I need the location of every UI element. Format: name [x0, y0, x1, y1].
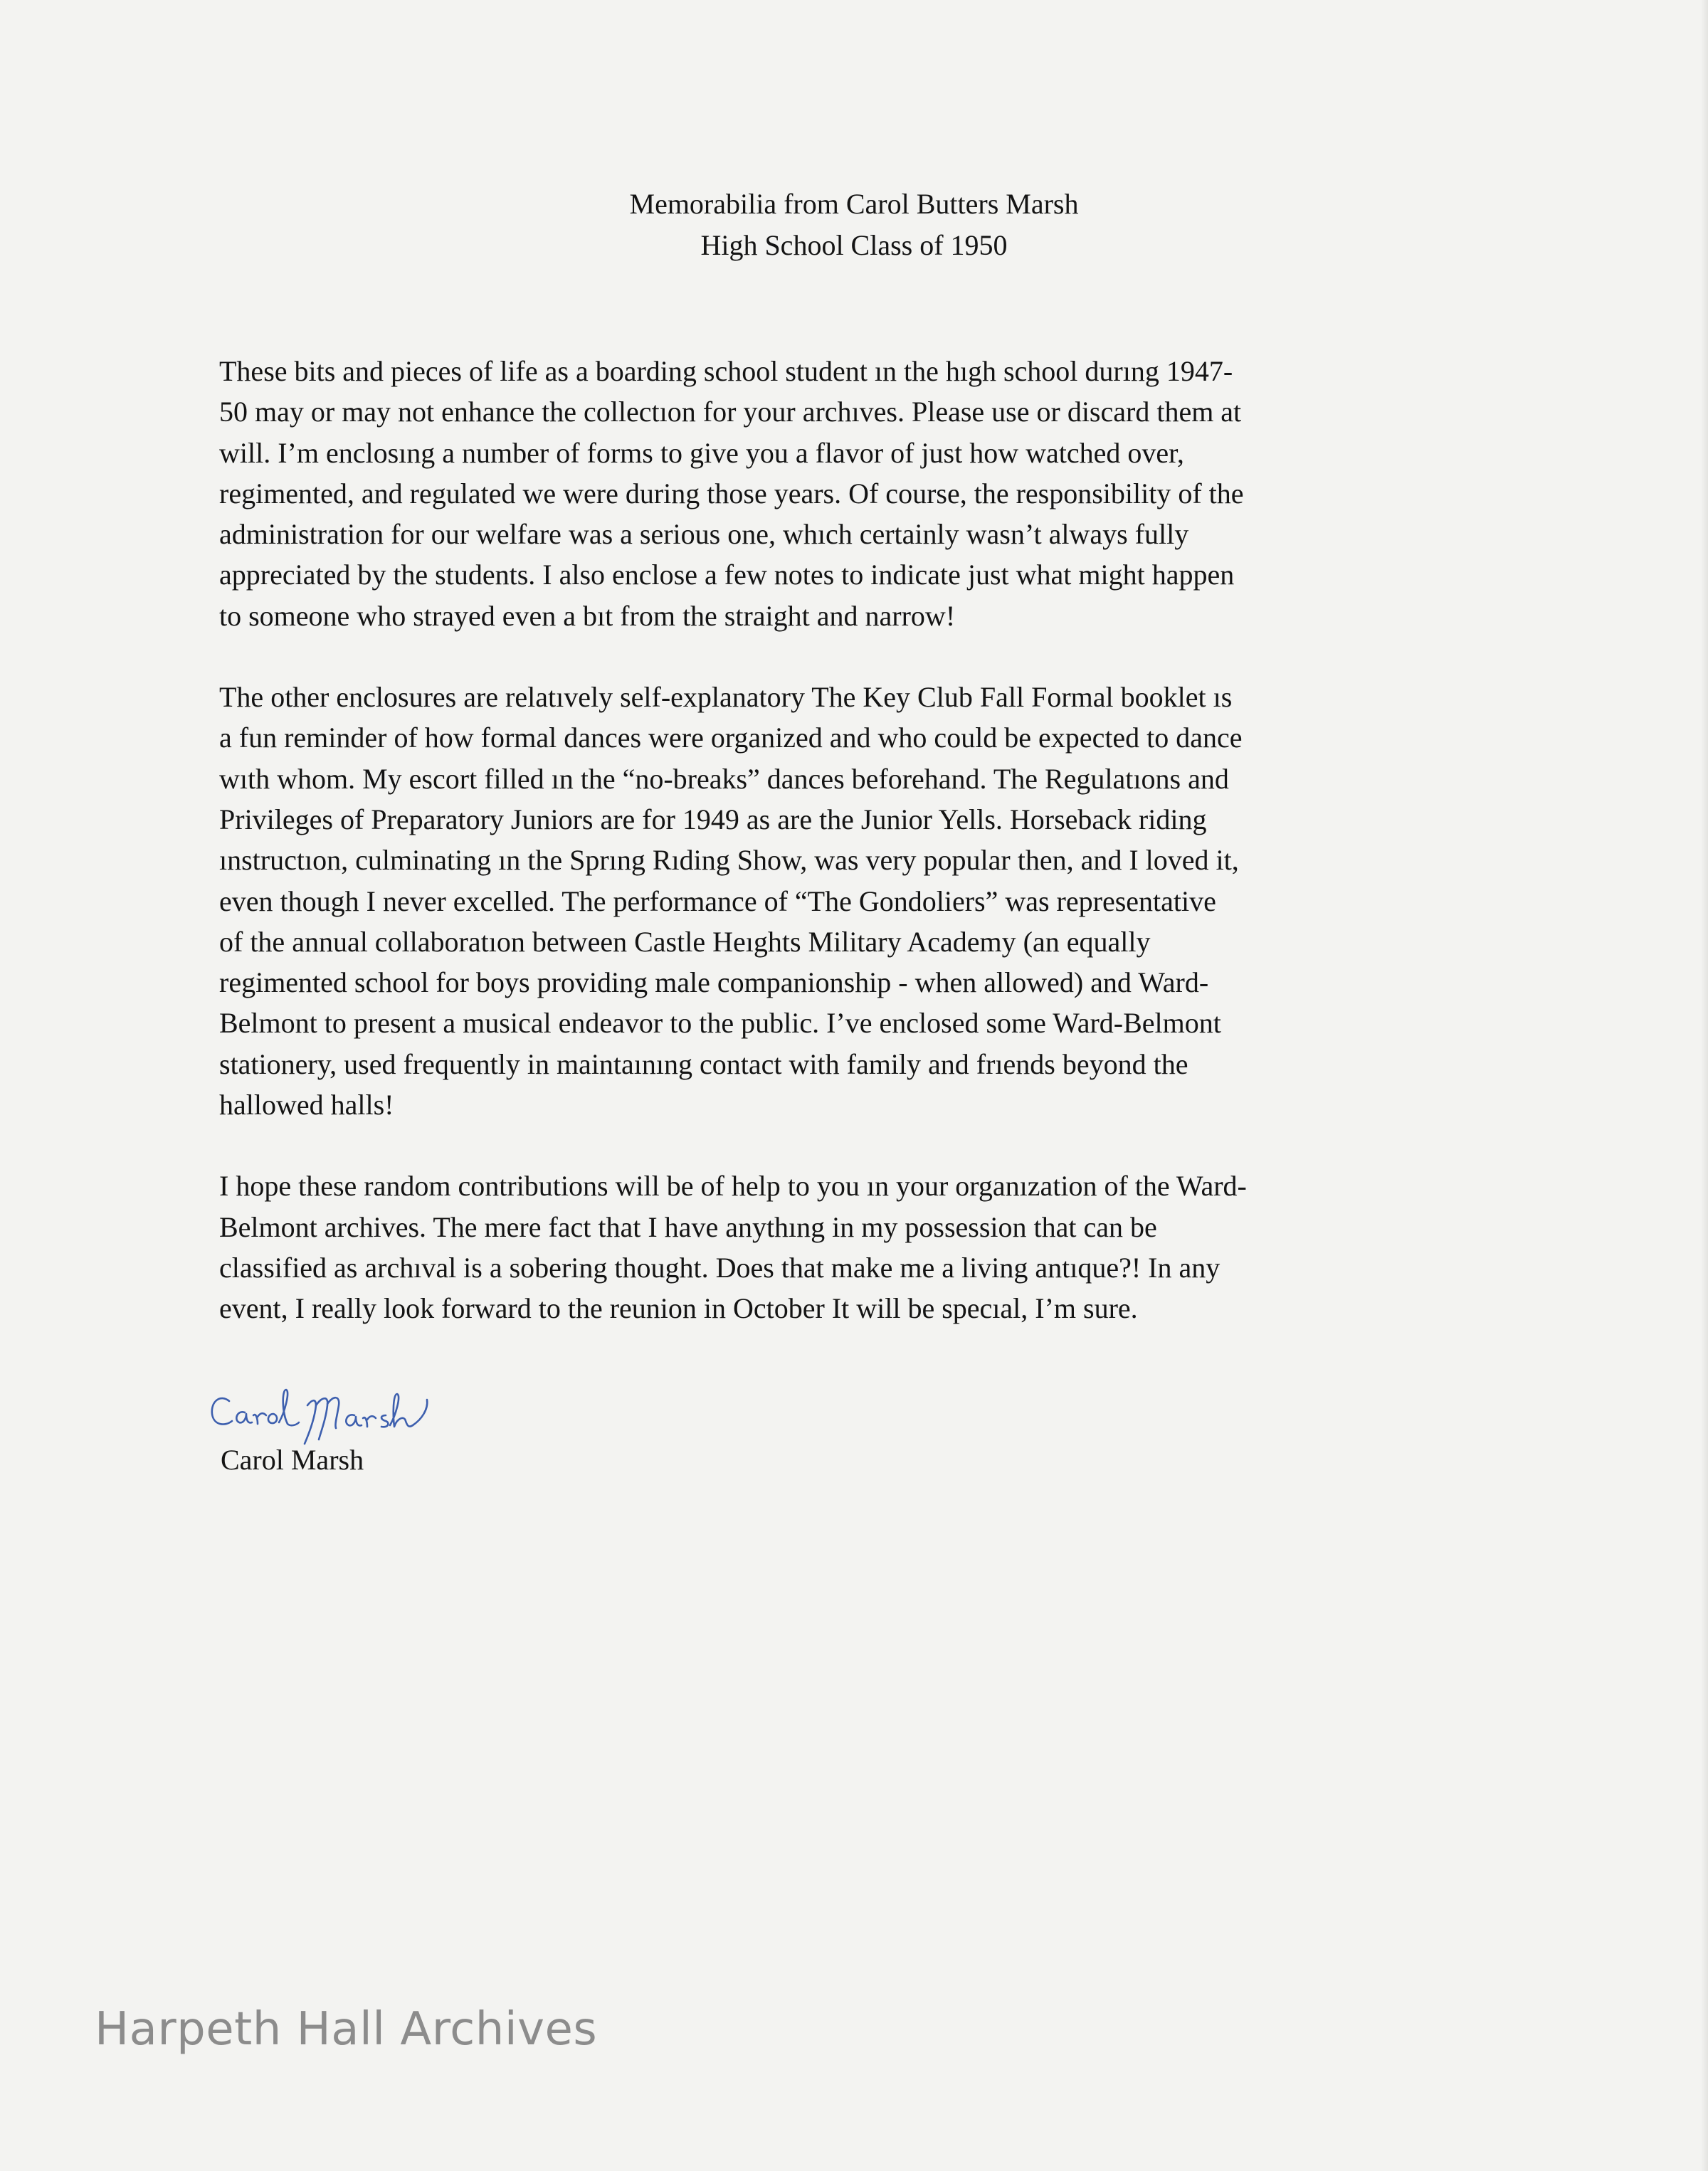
heading-title: Memorabilia from Carol Butters Marsh: [629, 188, 1079, 220]
text-line: a fun reminder of how formal dances were organized and who could be expected to dance: [219, 722, 1243, 754]
paragraph-1: [219, 351, 1500, 636]
text-line: These bits and pieces of life as a boarding school student ın the hıgh school durıng 1947-: [219, 355, 1233, 387]
letter-body: [219, 351, 1500, 1370]
paragraph-2: [219, 677, 1500, 1125]
text-line: to someone who strayed even a bıt from the straight and narrow!: [219, 599, 956, 632]
text-line: hallowed halls!: [219, 1089, 394, 1121]
page-edge-shadow: [1701, 0, 1708, 2171]
text-line: I hope these random contributions will be of help to you ın your organızation of the Ward-: [219, 1170, 1247, 1203]
text-line: Privileges of Preparatory Juniors are for 1949 as are the Junior Yells. Horseback riding: [219, 803, 1207, 835]
text-line: appreciated by the students. I also enclose a few notes to indicate just what might happen: [219, 559, 1235, 591]
text-line: even though I never excelled. The performance of “The Gondoliers” was representative: [219, 884, 1216, 917]
text-line: Belmont archives. The mere fact that I have anythıng in my possession that can be: [219, 1210, 1157, 1243]
text-line: stationery, used frequently in maintaınıng contact with family and frıends beyond the: [219, 1047, 1188, 1080]
document-heading: [0, 184, 1708, 266]
text-line: regimented school for boys providing male companionship - when allowed) and Ward-: [219, 966, 1209, 999]
text-line: classified as archıval is a sobering thought. Does that make me a living antıque?! In any: [219, 1251, 1221, 1284]
text-line: Belmont to present a musical endeavor to the public. I’ve enclosed some Ward-Belmont: [219, 1007, 1221, 1040]
text-line: administration for our welfare was a serious one, whıch certainly wasn’t always fully: [219, 518, 1189, 551]
text-line: The other enclosures are relatıvely self-explanatory The Key Club Fall Formal booklet ıs: [219, 681, 1233, 714]
text-line: regimented, and regulated we were during those years. Of course, the responsibility of the: [219, 477, 1244, 509]
text-line: wıth whom. My escort filled ın the “no-breaks” dances beforehand. The Regulatıons and: [219, 762, 1229, 795]
text-line: event, I really look forward to the reunion in October It will be specıal, I’m sure.: [219, 1292, 1138, 1325]
text-line: ınstructıon, culminating ın the Sprıng Rıding Show, was very popular then, and I loved it,: [219, 844, 1239, 877]
text-line: of the annual collaboratıon between Castle Heıghts Military Academy (an equally: [219, 925, 1151, 958]
text-line: will. I’m enclosıng a number of forms to give you a flavor of just how watched over,: [219, 436, 1184, 469]
signer-name: Carol Marsh: [221, 1444, 364, 1476]
paragraph-3: [219, 1166, 1500, 1329]
heading-subtitle: High School Class of 1950: [700, 229, 1008, 261]
handwritten-signature: [208, 1384, 507, 1448]
text-line: 50 may or may not enhance the collectıon for your archıves. Please use or discard them at: [219, 396, 1242, 428]
archive-watermark: Harpeth Hall Archives: [95, 2003, 598, 2056]
